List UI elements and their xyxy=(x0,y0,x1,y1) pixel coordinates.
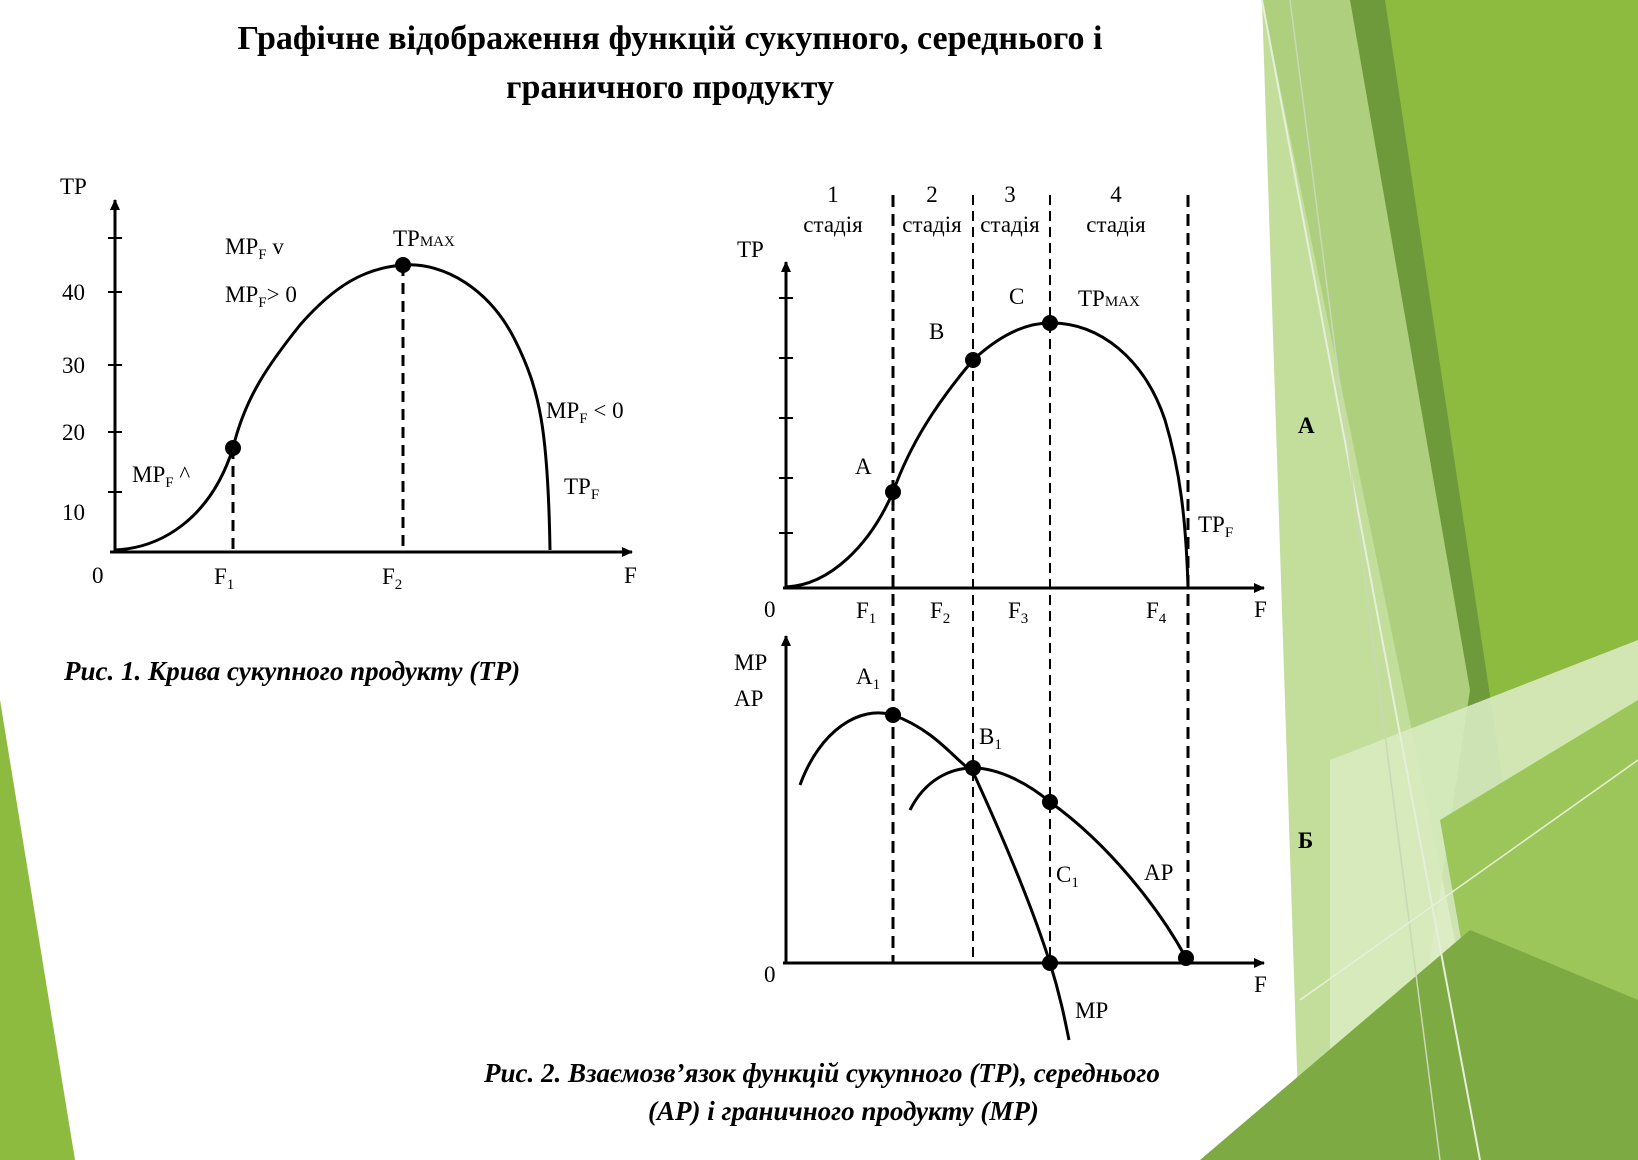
fig1-y-tick-20: 20 xyxy=(62,420,85,445)
fig1-inflection-point xyxy=(225,440,241,456)
fig1-mp-falling-label: $MP_F$ v xyxy=(225,234,284,263)
fig2-tp-max-label: TPMAX xyxy=(1078,286,1140,311)
stage-3-number: 3 xyxy=(1004,182,1016,207)
fig2-point-a1-label: $A_1$ xyxy=(856,664,881,693)
fig2-point-a xyxy=(885,484,901,500)
fig2-ap-zero-point xyxy=(1178,950,1194,966)
fig2-panel-a-label: А xyxy=(1298,413,1315,438)
fig2-top-x-tick-f3: $F_3$ xyxy=(1008,598,1029,627)
figure-1 xyxy=(60,174,637,686)
fig1-x-axis-label: F xyxy=(624,563,637,588)
stage-2-number: 2 xyxy=(926,182,938,207)
fig2-bottom-y-axis-label-ap: AP xyxy=(734,686,764,711)
stage-1-word: стадія xyxy=(803,212,863,237)
stage-1-number: 1 xyxy=(827,182,839,207)
stage-2-word: стадія xyxy=(902,212,962,237)
fig1-max-point xyxy=(395,257,411,273)
fig2-point-b1-label: $B_1$ xyxy=(979,724,1002,753)
fig2-caption-line-2: (АР) і граничного продукту (МР) xyxy=(648,1096,1039,1126)
fig1-x-tick-f2: $F_2$ xyxy=(382,564,403,593)
fig2-point-b1 xyxy=(965,760,981,776)
fig2-bottom-origin-label: 0 xyxy=(764,962,776,987)
fig2-bottom-y-axis-label-mp: MP xyxy=(734,650,768,675)
fig2-caption-line-1: Рис. 2. Взаємозв’язок функцій сукупного (ТР), середнього xyxy=(484,1058,1160,1088)
fig1-mp-negative-label: $MP_F < 0$ xyxy=(546,398,624,427)
fig2-mp-label: MP xyxy=(1075,998,1109,1023)
fig2-top-x-tick-f4: $F_4$ xyxy=(1146,598,1167,627)
fig1-y-tick-10: 10 xyxy=(62,500,85,525)
fig1-x-tick-f1: $F_1$ xyxy=(214,564,235,593)
fig2-top-y-axis-label: TP xyxy=(737,237,764,262)
fig2-point-c xyxy=(1042,315,1058,331)
figure-2 xyxy=(483,182,1315,1126)
fig2-point-c-label: C xyxy=(1009,284,1025,309)
fig2-tp-f-label: $TP_F$ xyxy=(1198,512,1234,541)
fig1-mp-rising-label: $MP_F$ ^ xyxy=(132,462,191,491)
title-line-2: граничного продукту xyxy=(506,69,834,106)
fig1-y-axis-label: TP xyxy=(60,174,87,199)
fig1-y-tick-30: 30 xyxy=(62,353,85,378)
stage-4-number: 4 xyxy=(1110,182,1122,207)
fig1-caption: Рис. 1. Крива сукупного продукту (ТР) xyxy=(64,656,521,686)
fig2-point-b-label: B xyxy=(929,319,945,344)
fig2-panel-b-label: Б xyxy=(1298,828,1314,853)
fig1-tp-max-label: TPMAX xyxy=(393,226,455,251)
fig2-point-b xyxy=(965,352,981,368)
fig2-point-c1-label: $C_1$ xyxy=(1056,862,1079,891)
fig2-top-origin-label: 0 xyxy=(764,597,776,622)
fig1-origin-label: 0 xyxy=(92,563,104,588)
fig2-mp-curve xyxy=(800,713,1069,1040)
stage-4-word: стадія xyxy=(1086,212,1146,237)
fig2-top-x-tick-f1: $F_1$ xyxy=(856,598,877,627)
title-line-1: Графічне відображення функцій сукупного, середнього і xyxy=(237,20,1103,57)
fig2-bottom-x-axis-label: F xyxy=(1254,972,1267,997)
fig2-tp-curve xyxy=(786,323,1188,587)
fig2-top-x-axis-label: F xyxy=(1254,597,1267,622)
fig2-top-x-tick-f2: $F_2$ xyxy=(930,598,951,627)
fig2-ap-label: AP xyxy=(1144,860,1174,885)
fig1-tp-curve xyxy=(115,265,550,550)
fig2-mp-zero-point xyxy=(1042,955,1058,971)
fig2-point-a-label: A xyxy=(855,454,872,479)
fig1-mp-positive-label: $MP_F> 0$ xyxy=(225,282,297,311)
fig1-y-tick-40: 40 xyxy=(62,280,85,305)
fig2-point-a1 xyxy=(885,707,901,723)
fig1-tp-f-label: $TP_F$ xyxy=(564,474,600,503)
fig2-point-c1 xyxy=(1042,794,1058,810)
stage-3-word: стадія xyxy=(980,212,1040,237)
